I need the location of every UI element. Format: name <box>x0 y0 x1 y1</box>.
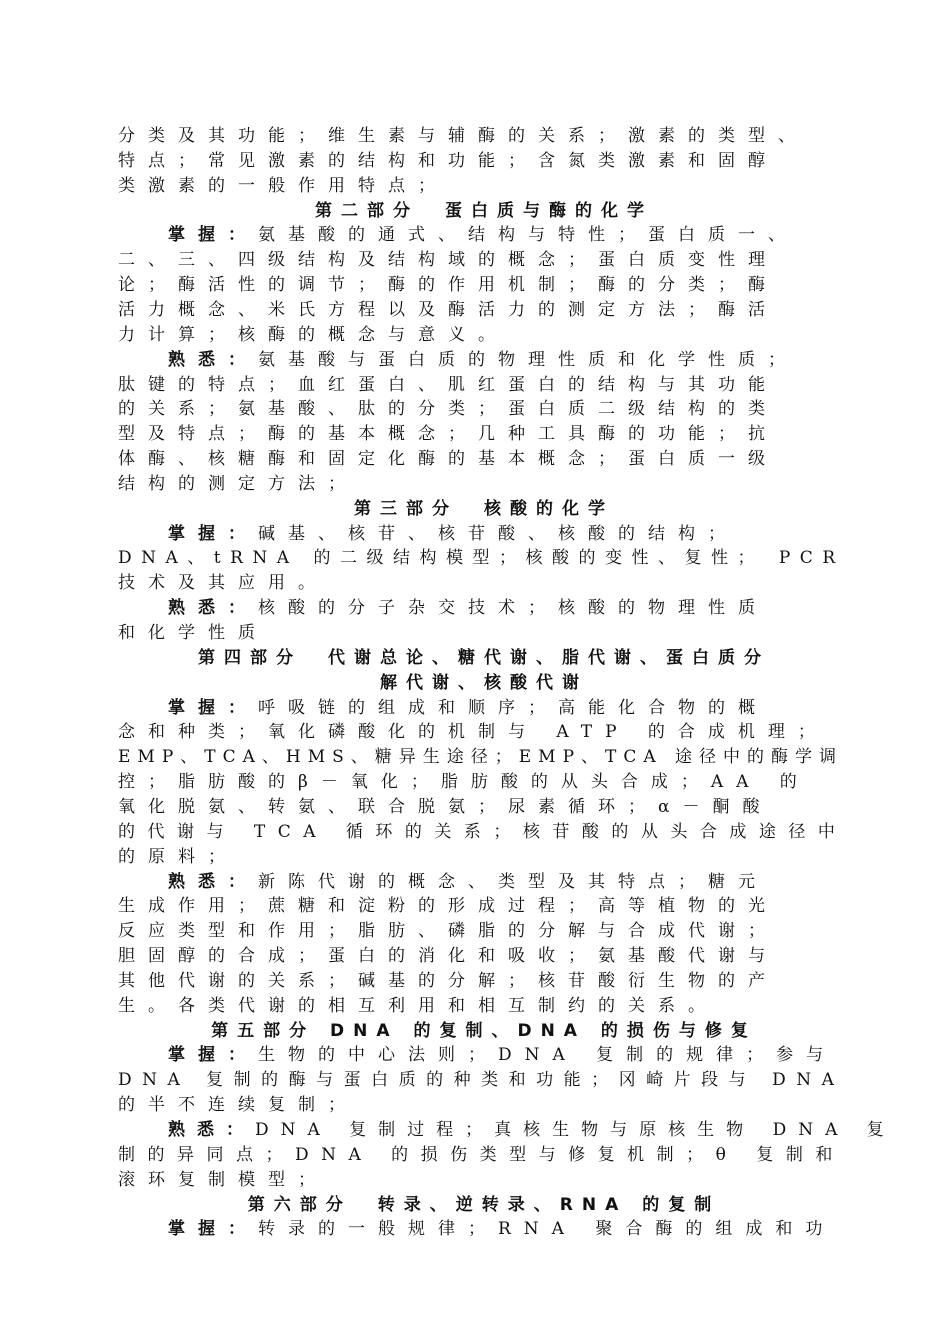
paragraph-text: 碱基、核苷、核苷酸、核酸的结构； <box>258 524 738 544</box>
section-heading: 第四部分 代谢总论、糖代谢、脂代谢、蛋白质分 <box>198 648 770 668</box>
text-line: 的半不连续复制； <box>118 1095 358 1115</box>
section-heading: 第二部分 蛋白质与酶的化学 <box>315 201 653 221</box>
paragraph-label: 熟悉： <box>168 1120 255 1140</box>
paragraph-start <box>118 696 900 721</box>
text-line: 型及特点；酶的基本概念；几种工具酶的功能；抗 <box>118 424 778 444</box>
section-heading: 第五部分 DNA 的复制、DNA 的损伤与修复 <box>211 1021 757 1041</box>
text-line: 活力概念、米氏方程以及酶活力的测定方法；酶活 <box>118 300 778 320</box>
text-line: 技术及其应用。 <box>118 573 328 593</box>
text-line: 生成作用；蔗糖和淀粉的形成过程；高等植物的光 <box>118 896 778 916</box>
paragraph-label: 熟悉： <box>168 598 258 618</box>
text-line: 控；脂肪酸的β－氧化；脂肪酸的从头合成；AA 的 <box>118 772 810 792</box>
text-line: 的代谢与 TCA 循环的关系；核苷酸的从头合成途径中 <box>118 822 848 842</box>
text-line: 滚环复制模型； <box>118 1170 328 1190</box>
text-line: 制的异同点；DNA 的损伤类型与修复机制；θ 复制和 <box>118 1145 845 1165</box>
text-line: 论；酶活性的调节；酶的作用机制；酶的分类；酶 <box>118 275 778 295</box>
text-line: DNA 复制的酶与蛋白质的种类和功能；冈崎片段与 DNA <box>118 1070 845 1090</box>
paragraph-text: 氨基酸与蛋白质的物理性质和化学性质； <box>258 350 798 370</box>
paragraph-text: 氨基酸的通式、结构与特性；蛋白质一、 <box>258 225 798 245</box>
paragraph-start <box>118 870 900 895</box>
paragraph-text: 生物的中心法则；DNA 复制的规律；参与 <box>258 1045 837 1065</box>
text-line: 特点；常见激素的结构和功能；含氮类激素和固醇 <box>118 151 778 171</box>
text-line: EMP、TCA、HMS、糖异生途径；EMP、TCA 途径中的酶学调 <box>118 747 844 767</box>
section-heading: 解代谢、核酸代谢 <box>380 673 588 693</box>
text-line: DNA、tRNA 的二级结构模型；核酸的变性、复性； PCR <box>118 548 845 568</box>
text-line: 分类及其功能；维生素与辅酶的关系；激素的类型、 <box>118 126 808 146</box>
text-line: 的原料； <box>118 847 238 867</box>
text-line: 反应类型和作用；脂肪、磷脂的分解与合成代谢； <box>118 921 778 941</box>
text-line: 其他代谢的关系；碱基的分解；核苷酸衍生物的产 <box>118 971 778 991</box>
paragraph-start <box>118 223 900 248</box>
text-line: 类激素的一般作用特点； <box>118 176 448 196</box>
paragraph-start <box>118 596 900 621</box>
text-line: 肽键的特点；血红蛋白、肌红蛋白的结构与其功能 <box>118 375 778 395</box>
section-heading: 第六部分 转录、逆转录、RNA 的复制 <box>247 1195 721 1215</box>
text-line: 念和种类；氧化磷酸化的机制与 ATP 的合成机理； <box>118 722 828 742</box>
paragraph-start <box>118 348 900 373</box>
paragraph-label: 熟悉： <box>168 872 258 892</box>
text-line: 和化学性质 <box>118 623 268 643</box>
paragraph-start <box>118 1217 900 1242</box>
text-line: 体酶、核糖酶和固定化酶的基本概念；蛋白质一级 <box>118 449 778 469</box>
text-line: 结构的测定方法； <box>118 474 358 494</box>
paragraph-label: 掌握： <box>168 698 258 718</box>
paragraph-text: 转录的一般规律；RNA 聚合酶的组成和功 <box>258 1219 836 1239</box>
paragraph-label: 掌握： <box>168 1219 258 1239</box>
paragraph-label: 熟悉： <box>168 350 258 370</box>
text-line: 胆固醇的合成；蛋白的消化和吸收；氨基酸代谢与 <box>118 946 778 966</box>
paragraph-label: 掌握： <box>168 225 258 245</box>
text-line: 力计算；核酶的概念与意义。 <box>118 325 508 345</box>
paragraph-label: 掌握： <box>168 524 258 544</box>
text-line: 氧化脱氨、转氨、联合脱氨；尿素循环；α－酮酸 <box>118 797 773 817</box>
section-heading: 第三部分 核酸的化学 <box>354 499 614 519</box>
text-line: 的关系；氨基酸、肽的分类；蛋白质二级结构的类 <box>118 399 778 419</box>
paragraph-text: DNA 复制过程；真核生物与原核生物 DNA 复 <box>255 1120 896 1140</box>
paragraph-start <box>118 522 900 547</box>
paragraph-start <box>118 1043 900 1068</box>
text-line: 二、三、四级结构及结构域的概念；蛋白质变性理 <box>118 250 778 270</box>
paragraph-start <box>118 1118 900 1143</box>
paragraph-label: 掌握： <box>168 1045 258 1065</box>
paragraph-text: 核酸的分子杂交技术；核酸的物理性质 <box>258 598 768 618</box>
paragraph-text: 新陈代谢的概念、类型及其特点；糖元 <box>258 872 768 892</box>
text-line: 生。各类代谢的相互利用和相互制约的关系。 <box>118 996 718 1016</box>
paragraph-text: 呼吸链的组成和顺序；高能化合物的概 <box>258 698 768 718</box>
